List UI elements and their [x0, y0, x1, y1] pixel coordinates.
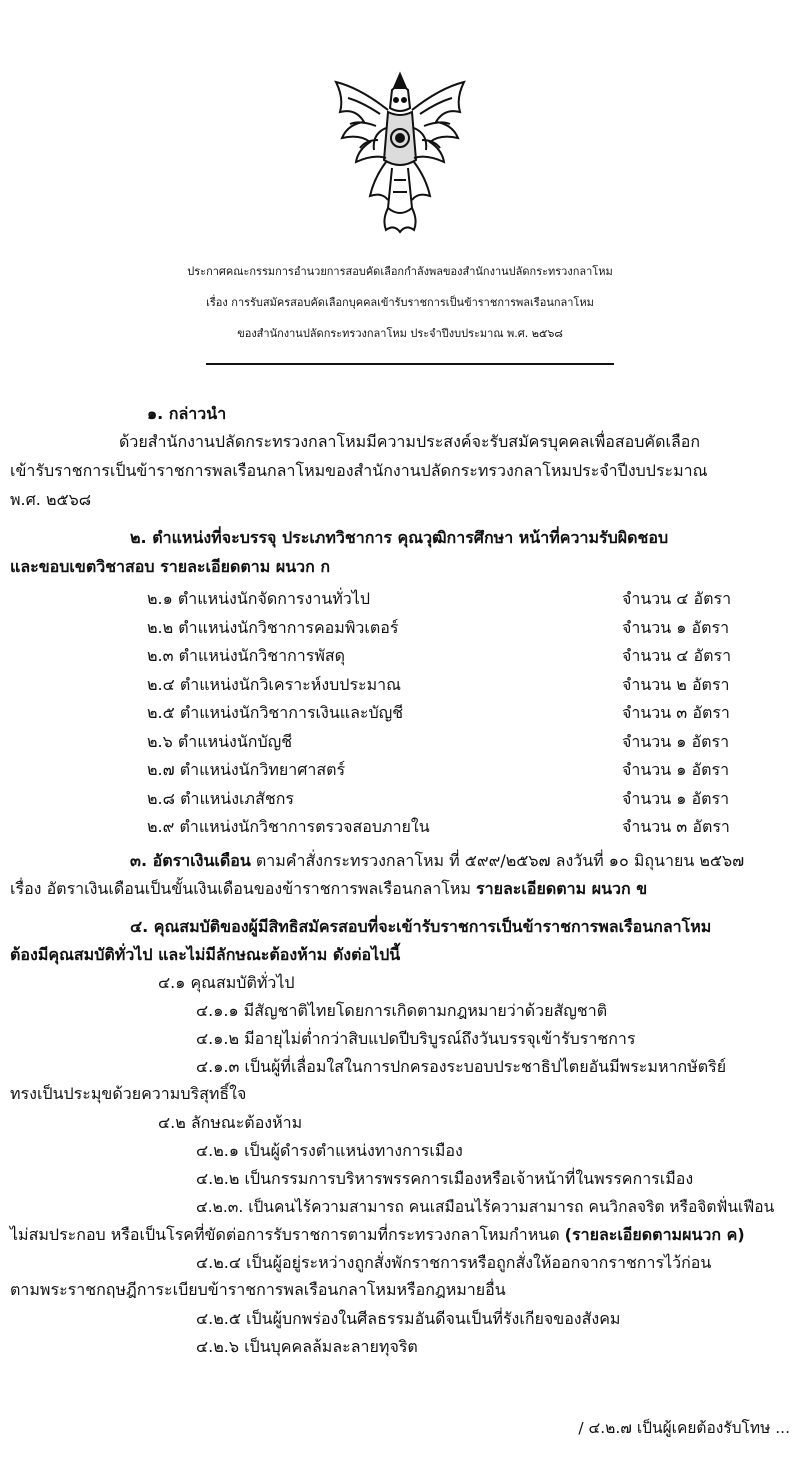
list-item — [147, 732, 747, 761]
position-count: จำนวน ๒ อัตรา — [622, 674, 730, 694]
section-3-subject: เรื่อง อัตราเงินเดือนเป็นขั้นเงินเดือนของข้าราชการพลเรือนกลาโหม — [10, 879, 477, 898]
general-qualifications-heading: ๔.๑ คุณสมบัติทั่วไป — [158, 973, 295, 992]
header-divider — [206, 363, 614, 365]
position-count: จำนวน ๓ อัตรา — [622, 703, 730, 722]
position-name: ๒.๙ ตำแหน่งนักวิชาการตรวจสอบภายใน — [147, 817, 430, 836]
position-name: ๒.๒ ตำแหน่งนักวิชาการคอมพิวเตอร์ — [147, 617, 399, 637]
position-name: ๒.๗ ตำแหน่งนักวิทยาศาสตร์ — [147, 760, 346, 779]
announcement-title: ประกาศคณะกรรมการอำนวยการสอบคัดเลือกกำลังพลของสำนักงานปลัดกระทรวงกลาโหม — [187, 265, 613, 278]
position-count: จำนวน ๔ อัตรา — [622, 646, 732, 665]
section-3-text — [10, 879, 647, 899]
list-item — [147, 760, 747, 789]
list-item — [147, 789, 747, 818]
section-3-order: ตามคำสั่งกระทรวงกลาโหม ที่ ๕๙๙/๒๕๖๗ ลงวันที่ ๑๐ มิถุนายน ๒๕๖๗ — [250, 851, 745, 870]
list-item: ๔.๑.๓ เป็นผู้ที่เลื่อมใสในการปกครองระบอบประชาธิปไตยอันมีพระมหากษัตริย์ — [196, 1057, 727, 1076]
prohibitions-heading: ๔.๒ ลักษณะต้องห้าม — [158, 1113, 303, 1132]
section-1-text: ด้วยสำนักงานปลัดกระทรวงกลาโหมมีความประสงค์จะรับสมัครบุคคลเพื่อสอบคัดเลือก — [119, 432, 701, 451]
position-count: จำนวน ๑ อัตรา — [622, 731, 730, 751]
list-item — [147, 618, 747, 647]
page-continuation: / ๔.๒.๗ เป็นผู้เคยต้องรับโทษ ... — [578, 1419, 790, 1437]
list-item: ๔.๒.๖ เป็นบุคคลล้มละลายทุจริต — [196, 1337, 418, 1356]
position-count: จำนวน ๓ อัตรา — [622, 817, 730, 836]
section-3-heading: ๓. อัตราเงินเดือน — [130, 851, 251, 870]
list-item: ๔.๒.๒ เป็นกรรมการบริหารพรรคการเมืองหรือเจ้าหน้าที่ในพรรคการเมือง — [196, 1169, 694, 1188]
positions-list — [147, 589, 747, 846]
list-item — [147, 589, 747, 618]
list-item — [147, 646, 747, 675]
section-4-heading: ต้องมีคุณสมบัติทั่วไป และไม่มีลักษณะต้องห้าม ดังต่อไปนี้ — [10, 945, 401, 964]
position-name: ๒.๔ ตำแหน่งนักวิเคราะห์งบประมาณ — [147, 674, 401, 694]
section-4-heading: ๔. คุณสมบัติของผู้มีสิทธิสมัครสอบที่จะเข้ารับราชการเป็นข้าราชการพลเรือนกลาโหม — [130, 917, 712, 936]
section-2-heading: และขอบเขตวิชาสอบ รายละเอียดตาม ผนวก ก — [10, 557, 331, 576]
section-3-text — [130, 851, 744, 871]
list-item: ๔.๑.๒ มีอายุไม่ต่ำกว่าสิบแปดปีบริบูรณ์ถึงวันบรรจุเข้ารับราชการ — [196, 1029, 636, 1048]
position-count: จำนวน ๔ อัตรา — [622, 589, 732, 608]
list-item: ตามพระราชกฤษฎีการะเบียบข้าราชการพลเรือนกลาโหมหรือกฎหมายอื่น — [10, 1280, 506, 1299]
position-name: ๒.๘ ตำแหน่งเภสัชกร — [147, 788, 294, 808]
position-count: จำนวน ๑ อัตรา — [622, 617, 730, 637]
garuda-emblem-icon — [330, 68, 470, 236]
section-3-annex: รายละเอียดตาม ผนวก ข — [476, 879, 648, 898]
announcement-subject: เรื่อง การรับสมัครสอบคัดเลือกบุคคลเข้ารับราชการเป็นข้าราชการพลเรือนกลาโหม — [206, 296, 594, 309]
section-1-text: เข้ารับราชการเป็นข้าราชการพลเรือนกลาโหมของสำนักงานปลัดกระทรวงกลาโหมประจำปีงบประมาณ — [10, 461, 708, 480]
list-item: ๔.๑.๑ มีสัญชาติไทยโดยการเกิดตามกฎหมายว่าด้วยสัญชาติ — [196, 1001, 608, 1020]
list-item — [147, 675, 747, 704]
list-item: ทรงเป็นประมุขด้วยความบริสุทธิ์ใจ — [10, 1084, 247, 1103]
section-2-heading: ๒. ตำแหน่งที่จะบรรจุ ประเภทวิชาการ คุณวุฒิการศึกษา หน้าที่ความรับผิดชอบ — [130, 528, 669, 547]
section-1-text: พ.ศ. ๒๕๖๘ — [10, 490, 92, 509]
annex-c-reference: (รายละเอียดตามผนวก ค) — [564, 1225, 745, 1244]
position-count: จำนวน ๑ อัตรา — [622, 788, 730, 808]
announcement-scope: ของสำนักงานปลัดกระทรวงกลาโหม ประจำปีงบประมาณ พ.ศ. ๒๕๖๘ — [237, 327, 563, 340]
list-item: ๔.๒.๔ เป็นผู้อยู่ระหว่างถูกสั่งพักราชการหรือถูกสั่งให้ออกจากราชการไว้ก่อน — [196, 1253, 712, 1272]
position-name: ๒.๕ ตำแหน่งนักวิชาการเงินและบัญชี — [147, 703, 404, 722]
prohibition-text: ไม่สมประกอบ หรือเป็นโรคที่ขัดต่อการรับราชการตามที่กระทรวงกลาโหมกำหนด — [10, 1225, 565, 1244]
position-name: ๒.๖ ตำแหน่งนักบัญชี — [147, 731, 293, 751]
list-item: ๔.๒.๑ เป็นผู้ดำรงตำแหน่งทางการเมือง — [196, 1141, 463, 1160]
section-1-heading: ๑. กล่าวนำ — [147, 404, 227, 423]
list-item — [147, 703, 747, 732]
list-item: ๔.๒.๓. เป็นคนไร้ความสามารถ คนเสมือนไร้ความสามารถ คนวิกลจริต หรือจิตฟั่นเฟือน — [196, 1198, 775, 1216]
list-item — [10, 1225, 745, 1245]
position-name: ๒.๑ ตำแหน่งนักจัดการงานทั่วไป — [147, 589, 370, 608]
list-item: ๔.๒.๕ เป็นผู้บกพร่องในศีลธรรมอันดีจนเป็นที่รังเกียจของสังคม — [196, 1309, 621, 1328]
position-count: จำนวน ๑ อัตรา — [622, 760, 730, 779]
position-name: ๒.๓ ตำแหน่งนักวิชาการพัสดุ — [147, 646, 346, 665]
list-item — [147, 817, 747, 846]
